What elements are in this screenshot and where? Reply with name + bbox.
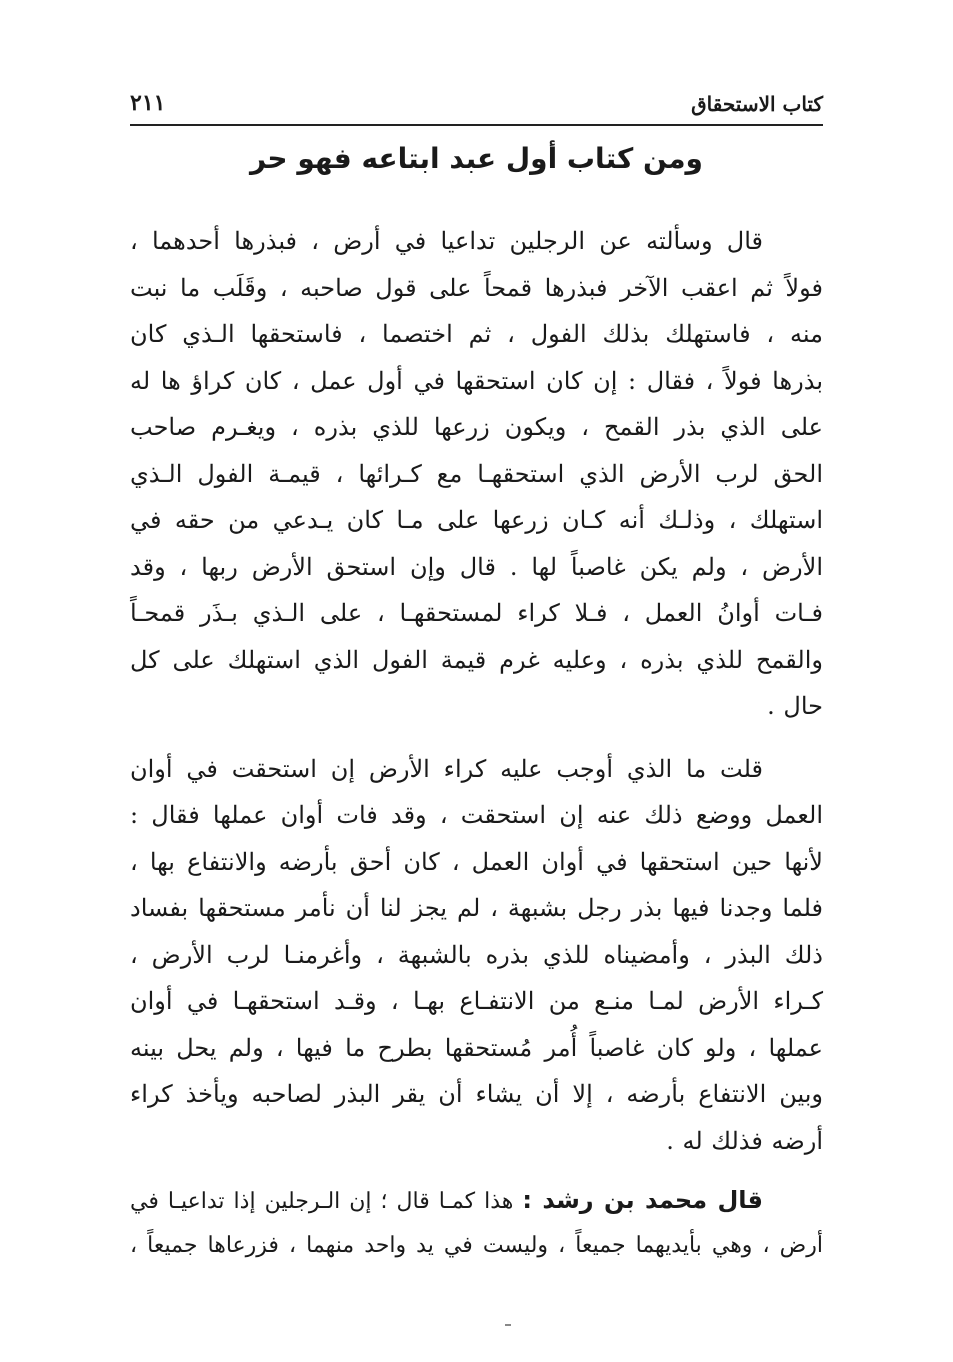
text-line: الحق لرب الأرض الذي استحقهـا مع كـرائها ، قيمـة الفول الـذي: [130, 459, 823, 488]
chapter-title: ومن كتاب أول عبد ابتاعه فهو حر: [250, 142, 703, 175]
footer-mark: [505, 1324, 511, 1326]
text-line: بذرها فولاً ، فقال : إن كان استحقها في أول عمل ، كان كراؤ ها له: [130, 366, 823, 395]
text-line: كـراء الأرض لمـا منـع من الانتفـاع بهـا ، وقـد استحقهـا في أوان: [130, 987, 823, 1015]
text-line: حال .: [767, 692, 823, 720]
text-line: قال محمد بن رشد : هذا كمـا قال ؛ إن الـرجلين إذا تداعيـا في: [130, 1186, 763, 1214]
text-line: الأرض ، ولم يكن غاصباً لها . قال وإن استحق الأرض ربها ، وقد: [130, 552, 823, 581]
text-line: عملها ، ولو كان غاصباً أُمر مُستحقها بطرح ما فيها ، ولم يحل بينه: [130, 1033, 823, 1062]
text-line: فلما وجدنا فيها بذر رجل بشبهة ، لم يجز لنا أن نأمر مستحقها بفساد: [130, 894, 823, 922]
paragraph-3: [130, 1178, 823, 1268]
text-line: والقمح للذي بذره ، وعليه غرم قيمة الفول الذي استهلك على كل: [130, 645, 823, 674]
body-text: [130, 218, 823, 1268]
running-header: [130, 84, 823, 126]
text-line: استهلك ، وذلـك أنه كـان زرعها على مـا كان يـدعي من حقه في: [130, 506, 823, 534]
text-line: منه ، فاستهلك بذلك الفول ، ثم اختصما ، فاستحقها الـذي كان: [130, 320, 823, 348]
text-line: فـات أوانُ العمل ، فـلا كراء لمستحقهـا ، على الـذي بـذَر قمحـاً: [130, 599, 823, 627]
text-line: على الذي بذر القمح ، ويكون زرعها للذي بذره ، ويغـرم صاحب: [130, 413, 823, 441]
text-line: فولاً ثم اعقب الآخر فبذرها قمحاً على قول صاحبه ، وقَلَب ما نبت: [130, 273, 823, 302]
paragraph-2: [130, 746, 823, 1165]
text-line: وبين الانتفاع بأرضه ، إلا أن يشاء أن يقر البذر لصاحبه ويأخذ كراء: [130, 1080, 823, 1108]
running-header-title: كتاب الاستحقاق: [691, 92, 823, 116]
text-line: ذلك البذر ، وأمضيناه للذي بذره بالشبهة ، وأغرمنـا لرب الأرض ،: [130, 940, 823, 969]
text-line: العمل ووضع ذلك عنه إن استحقت ، وقد فات أوان عملها فقال :: [130, 801, 823, 829]
text-line: قلت ما الذي أوجب عليه كراء الأرض إن استحقت في أوان: [130, 754, 763, 783]
text-line: لأنها حين استحقها في أوان العمل ، كان أحق بأرضه والانتفاع بها ،: [130, 847, 823, 876]
text-line: أرضه فذلك له .: [666, 1126, 823, 1155]
paragraph-1: [130, 218, 823, 730]
speaker-label: قال محمد بن رشد :: [522, 1186, 763, 1214]
page-number: ٢١١: [130, 90, 166, 116]
text-line: أرض ، وهي بأيديهما جميعاً ، وليست في يد واحد منهما ، فزرعاها جميعاً ،: [130, 1233, 823, 1258]
text-line: قال وسألته عن الرجلين تداعيا في أرض ، فبذرها أحدهما ،: [130, 227, 763, 255]
